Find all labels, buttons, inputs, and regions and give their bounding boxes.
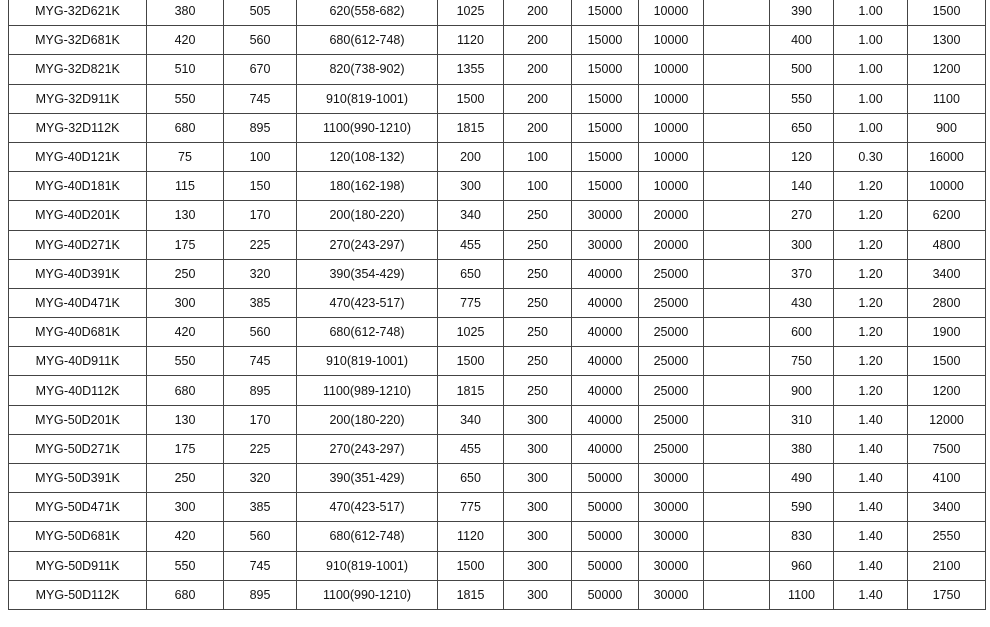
varistor-spec-table [8, 0, 986, 610]
cell-model: MYG-50D391K [9, 464, 147, 493]
cell-clamp-voltage: 650 [438, 464, 504, 493]
table-row [9, 522, 986, 551]
cell-surge-2x: 10000 [639, 55, 704, 84]
cell-varistor-voltage: 180(162-198) [297, 172, 438, 201]
cell-surge-1x: 40000 [572, 318, 639, 347]
cell-blank [704, 405, 770, 434]
cell-model: MYG-40D681K [9, 318, 147, 347]
cell-energy: 830 [770, 522, 834, 551]
cell-vdc: 895 [224, 113, 297, 142]
cell-energy: 490 [770, 464, 834, 493]
cell-surge-1x: 40000 [572, 434, 639, 463]
cell-energy: 500 [770, 55, 834, 84]
cell-energy: 550 [770, 84, 834, 113]
cell-clamp-voltage: 1500 [438, 347, 504, 376]
cell-clamp-voltage: 1025 [438, 0, 504, 26]
cell-surge-2x: 20000 [639, 201, 704, 230]
cell-energy: 430 [770, 288, 834, 317]
cell-vdc: 385 [224, 288, 297, 317]
cell-capacitance: 1200 [908, 55, 986, 84]
cell-clamp-voltage: 1120 [438, 522, 504, 551]
cell-energy: 960 [770, 551, 834, 580]
cell-energy: 750 [770, 347, 834, 376]
cell-clamp-voltage: 1355 [438, 55, 504, 84]
cell-vac: 175 [147, 434, 224, 463]
cell-peak-current-8-20: 300 [504, 522, 572, 551]
cell-vac: 420 [147, 26, 224, 55]
cell-clamp-voltage: 200 [438, 142, 504, 171]
cell-energy: 900 [770, 376, 834, 405]
cell-peak-current-8-20: 200 [504, 55, 572, 84]
cell-power: 1.20 [834, 288, 908, 317]
cell-surge-2x: 10000 [639, 142, 704, 171]
cell-clamp-voltage: 1120 [438, 26, 504, 55]
cell-peak-current-8-20: 250 [504, 376, 572, 405]
cell-varistor-voltage: 820(738-902) [297, 55, 438, 84]
cell-vdc: 745 [224, 84, 297, 113]
cell-power: 1.40 [834, 580, 908, 609]
cell-vac: 550 [147, 84, 224, 113]
cell-model: MYG-40D271K [9, 230, 147, 259]
table-row [9, 230, 986, 259]
cell-varistor-voltage: 1100(990-1210) [297, 580, 438, 609]
cell-energy: 590 [770, 493, 834, 522]
cell-peak-current-8-20: 300 [504, 493, 572, 522]
cell-peak-current-8-20: 300 [504, 434, 572, 463]
cell-clamp-voltage: 340 [438, 405, 504, 434]
cell-varistor-voltage: 470(423-517) [297, 288, 438, 317]
cell-energy: 380 [770, 434, 834, 463]
cell-power: 1.20 [834, 201, 908, 230]
cell-power: 1.40 [834, 522, 908, 551]
table-row [9, 84, 986, 113]
cell-blank [704, 580, 770, 609]
table-row [9, 288, 986, 317]
cell-model: MYG-50D201K [9, 405, 147, 434]
cell-power: 1.40 [834, 493, 908, 522]
cell-capacitance: 1500 [908, 0, 986, 26]
cell-capacitance: 16000 [908, 142, 986, 171]
cell-model: MYG-40D391K [9, 259, 147, 288]
table-row [9, 347, 986, 376]
cell-capacitance: 1100 [908, 84, 986, 113]
cell-model: MYG-40D112K [9, 376, 147, 405]
cell-model: MYG-40D121K [9, 142, 147, 171]
cell-vac: 420 [147, 318, 224, 347]
cell-capacitance: 4800 [908, 230, 986, 259]
cell-model: MYG-32D112K [9, 113, 147, 142]
cell-vac: 250 [147, 464, 224, 493]
cell-clamp-voltage: 1025 [438, 318, 504, 347]
cell-peak-current-8-20: 300 [504, 405, 572, 434]
cell-vdc: 895 [224, 580, 297, 609]
cell-clamp-voltage: 300 [438, 172, 504, 201]
cell-surge-1x: 15000 [572, 113, 639, 142]
cell-blank [704, 551, 770, 580]
cell-surge-1x: 15000 [572, 142, 639, 171]
cell-surge-1x: 50000 [572, 551, 639, 580]
cell-varistor-voltage: 270(243-297) [297, 434, 438, 463]
cell-surge-2x: 30000 [639, 493, 704, 522]
cell-vac: 115 [147, 172, 224, 201]
cell-model: MYG-32D911K [9, 84, 147, 113]
cell-varistor-voltage: 390(354-429) [297, 259, 438, 288]
cell-surge-2x: 30000 [639, 464, 704, 493]
cell-vdc: 505 [224, 0, 297, 26]
cell-model: MYG-40D911K [9, 347, 147, 376]
cell-clamp-voltage: 1500 [438, 84, 504, 113]
cell-peak-current-8-20: 250 [504, 230, 572, 259]
cell-vdc: 320 [224, 259, 297, 288]
cell-vdc: 670 [224, 55, 297, 84]
cell-power: 1.40 [834, 405, 908, 434]
cell-power: 1.40 [834, 464, 908, 493]
cell-clamp-voltage: 1815 [438, 580, 504, 609]
cell-vdc: 745 [224, 347, 297, 376]
cell-peak-current-8-20: 100 [504, 172, 572, 201]
cell-vdc: 560 [224, 318, 297, 347]
cell-blank [704, 347, 770, 376]
cell-blank [704, 113, 770, 142]
cell-energy: 300 [770, 230, 834, 259]
cell-vac: 130 [147, 201, 224, 230]
cell-vdc: 150 [224, 172, 297, 201]
cell-vac: 680 [147, 113, 224, 142]
cell-energy: 650 [770, 113, 834, 142]
table-body [9, 0, 986, 609]
cell-clamp-voltage: 1500 [438, 551, 504, 580]
cell-capacitance: 2550 [908, 522, 986, 551]
cell-peak-current-8-20: 250 [504, 201, 572, 230]
cell-blank [704, 376, 770, 405]
cell-capacitance: 1750 [908, 580, 986, 609]
cell-power: 1.20 [834, 318, 908, 347]
cell-vdc: 745 [224, 551, 297, 580]
cell-vdc: 895 [224, 376, 297, 405]
cell-surge-1x: 15000 [572, 0, 639, 26]
cell-vac: 250 [147, 259, 224, 288]
cell-power: 0.30 [834, 142, 908, 171]
table-row [9, 113, 986, 142]
cell-surge-2x: 25000 [639, 259, 704, 288]
cell-power: 1.00 [834, 0, 908, 26]
table-row [9, 26, 986, 55]
cell-vdc: 170 [224, 405, 297, 434]
table-row [9, 464, 986, 493]
cell-surge-1x: 50000 [572, 464, 639, 493]
cell-power: 1.40 [834, 551, 908, 580]
cell-vac: 550 [147, 551, 224, 580]
cell-varistor-voltage: 680(612-748) [297, 522, 438, 551]
cell-blank [704, 26, 770, 55]
cell-surge-2x: 30000 [639, 522, 704, 551]
table-row [9, 405, 986, 434]
cell-peak-current-8-20: 250 [504, 259, 572, 288]
cell-model: MYG-32D621K [9, 0, 147, 26]
cell-surge-1x: 15000 [572, 84, 639, 113]
cell-blank [704, 172, 770, 201]
cell-blank [704, 493, 770, 522]
cell-surge-2x: 25000 [639, 288, 704, 317]
cell-energy: 390 [770, 0, 834, 26]
cell-surge-1x: 30000 [572, 230, 639, 259]
cell-model: MYG-50D681K [9, 522, 147, 551]
cell-peak-current-8-20: 300 [504, 464, 572, 493]
table-row [9, 142, 986, 171]
cell-varistor-voltage: 910(819-1001) [297, 551, 438, 580]
cell-vdc: 170 [224, 201, 297, 230]
cell-model: MYG-40D201K [9, 201, 147, 230]
cell-model: MYG-40D471K [9, 288, 147, 317]
cell-peak-current-8-20: 200 [504, 26, 572, 55]
cell-energy: 120 [770, 142, 834, 171]
cell-surge-1x: 15000 [572, 172, 639, 201]
cell-peak-current-8-20: 100 [504, 142, 572, 171]
table-row [9, 259, 986, 288]
cell-vdc: 560 [224, 26, 297, 55]
cell-model: MYG-50D471K [9, 493, 147, 522]
cell-surge-2x: 25000 [639, 347, 704, 376]
cell-capacitance: 4100 [908, 464, 986, 493]
cell-power: 1.00 [834, 26, 908, 55]
cell-blank [704, 0, 770, 26]
cell-vac: 130 [147, 405, 224, 434]
cell-vac: 175 [147, 230, 224, 259]
cell-energy: 140 [770, 172, 834, 201]
cell-blank [704, 464, 770, 493]
cell-peak-current-8-20: 200 [504, 0, 572, 26]
cell-surge-2x: 10000 [639, 172, 704, 201]
cell-power: 1.00 [834, 113, 908, 142]
cell-varistor-voltage: 910(819-1001) [297, 84, 438, 113]
table-row [9, 580, 986, 609]
cell-clamp-voltage: 650 [438, 259, 504, 288]
cell-varistor-voltage: 680(612-748) [297, 26, 438, 55]
cell-power: 1.20 [834, 259, 908, 288]
cell-varistor-voltage: 200(180-220) [297, 201, 438, 230]
cell-clamp-voltage: 455 [438, 230, 504, 259]
cell-model: MYG-32D681K [9, 26, 147, 55]
cell-vac: 75 [147, 142, 224, 171]
cell-vac: 300 [147, 288, 224, 317]
cell-surge-2x: 10000 [639, 26, 704, 55]
cell-vdc: 385 [224, 493, 297, 522]
cell-vdc: 225 [224, 434, 297, 463]
cell-peak-current-8-20: 200 [504, 84, 572, 113]
cell-surge-2x: 10000 [639, 0, 704, 26]
cell-capacitance: 1500 [908, 347, 986, 376]
cell-surge-2x: 30000 [639, 580, 704, 609]
cell-power: 1.00 [834, 55, 908, 84]
cell-surge-1x: 15000 [572, 26, 639, 55]
cell-blank [704, 55, 770, 84]
table-row [9, 55, 986, 84]
cell-clamp-voltage: 775 [438, 493, 504, 522]
cell-surge-1x: 50000 [572, 522, 639, 551]
cell-energy: 1100 [770, 580, 834, 609]
cell-surge-1x: 40000 [572, 288, 639, 317]
cell-vac: 550 [147, 347, 224, 376]
cell-capacitance: 6200 [908, 201, 986, 230]
table-row [9, 0, 986, 26]
cell-surge-2x: 25000 [639, 318, 704, 347]
table-row [9, 551, 986, 580]
cell-power: 1.20 [834, 376, 908, 405]
cell-peak-current-8-20: 250 [504, 288, 572, 317]
cell-power: 1.40 [834, 434, 908, 463]
cell-vdc: 560 [224, 522, 297, 551]
cell-vac: 680 [147, 580, 224, 609]
cell-capacitance: 1300 [908, 26, 986, 55]
table-row [9, 434, 986, 463]
cell-vac: 680 [147, 376, 224, 405]
cell-peak-current-8-20: 250 [504, 318, 572, 347]
cell-capacitance: 7500 [908, 434, 986, 463]
cell-power: 1.20 [834, 347, 908, 376]
cell-surge-1x: 15000 [572, 55, 639, 84]
cell-varistor-voltage: 1100(990-1210) [297, 113, 438, 142]
cell-varistor-voltage: 270(243-297) [297, 230, 438, 259]
cell-blank [704, 201, 770, 230]
cell-vdc: 225 [224, 230, 297, 259]
cell-capacitance: 900 [908, 113, 986, 142]
cell-capacitance: 1200 [908, 376, 986, 405]
cell-surge-1x: 50000 [572, 580, 639, 609]
cell-blank [704, 259, 770, 288]
cell-vdc: 100 [224, 142, 297, 171]
table-row [9, 493, 986, 522]
cell-energy: 600 [770, 318, 834, 347]
cell-clamp-voltage: 340 [438, 201, 504, 230]
cell-capacitance: 2800 [908, 288, 986, 317]
cell-power: 1.20 [834, 172, 908, 201]
cell-surge-1x: 40000 [572, 347, 639, 376]
cell-surge-2x: 10000 [639, 113, 704, 142]
table-row [9, 201, 986, 230]
table-row [9, 376, 986, 405]
cell-energy: 370 [770, 259, 834, 288]
cell-varistor-voltage: 200(180-220) [297, 405, 438, 434]
cell-varistor-voltage: 620(558-682) [297, 0, 438, 26]
cell-surge-1x: 40000 [572, 405, 639, 434]
cell-blank [704, 230, 770, 259]
cell-surge-1x: 30000 [572, 201, 639, 230]
cell-surge-1x: 40000 [572, 259, 639, 288]
cell-surge-1x: 40000 [572, 376, 639, 405]
cell-blank [704, 522, 770, 551]
cell-blank [704, 288, 770, 317]
cell-energy: 270 [770, 201, 834, 230]
cell-surge-2x: 20000 [639, 230, 704, 259]
cell-surge-2x: 10000 [639, 84, 704, 113]
cell-blank [704, 142, 770, 171]
cell-energy: 400 [770, 26, 834, 55]
cell-model: MYG-40D181K [9, 172, 147, 201]
cell-varistor-voltage: 680(612-748) [297, 318, 438, 347]
cell-vac: 510 [147, 55, 224, 84]
cell-vac: 380 [147, 0, 224, 26]
cell-power: 1.20 [834, 230, 908, 259]
cell-varistor-voltage: 910(819-1001) [297, 347, 438, 376]
cell-capacitance: 10000 [908, 172, 986, 201]
cell-model: MYG-32D821K [9, 55, 147, 84]
cell-surge-2x: 25000 [639, 434, 704, 463]
cell-model: MYG-50D271K [9, 434, 147, 463]
cell-vdc: 320 [224, 464, 297, 493]
cell-varistor-voltage: 470(423-517) [297, 493, 438, 522]
cell-vac: 300 [147, 493, 224, 522]
cell-power: 1.00 [834, 84, 908, 113]
cell-varistor-voltage: 390(351-429) [297, 464, 438, 493]
cell-capacitance: 3400 [908, 259, 986, 288]
cell-capacitance: 1900 [908, 318, 986, 347]
cell-peak-current-8-20: 300 [504, 580, 572, 609]
cell-surge-1x: 50000 [572, 493, 639, 522]
table-row [9, 318, 986, 347]
cell-varistor-voltage: 120(108-132) [297, 142, 438, 171]
cell-energy: 310 [770, 405, 834, 434]
cell-blank [704, 84, 770, 113]
cell-clamp-voltage: 1815 [438, 113, 504, 142]
cell-surge-2x: 25000 [639, 405, 704, 434]
cell-peak-current-8-20: 200 [504, 113, 572, 142]
table-row [9, 172, 986, 201]
cell-vac: 420 [147, 522, 224, 551]
cell-blank [704, 318, 770, 347]
cell-varistor-voltage: 1100(989-1210) [297, 376, 438, 405]
cell-surge-2x: 30000 [639, 551, 704, 580]
cell-surge-2x: 25000 [639, 376, 704, 405]
cell-blank [704, 434, 770, 463]
cell-clamp-voltage: 455 [438, 434, 504, 463]
cell-capacitance: 12000 [908, 405, 986, 434]
cell-clamp-voltage: 1815 [438, 376, 504, 405]
cell-clamp-voltage: 775 [438, 288, 504, 317]
cell-capacitance: 2100 [908, 551, 986, 580]
cell-model: MYG-50D112K [9, 580, 147, 609]
cell-capacitance: 3400 [908, 493, 986, 522]
cell-peak-current-8-20: 300 [504, 551, 572, 580]
cell-model: MYG-50D911K [9, 551, 147, 580]
cell-peak-current-8-20: 250 [504, 347, 572, 376]
